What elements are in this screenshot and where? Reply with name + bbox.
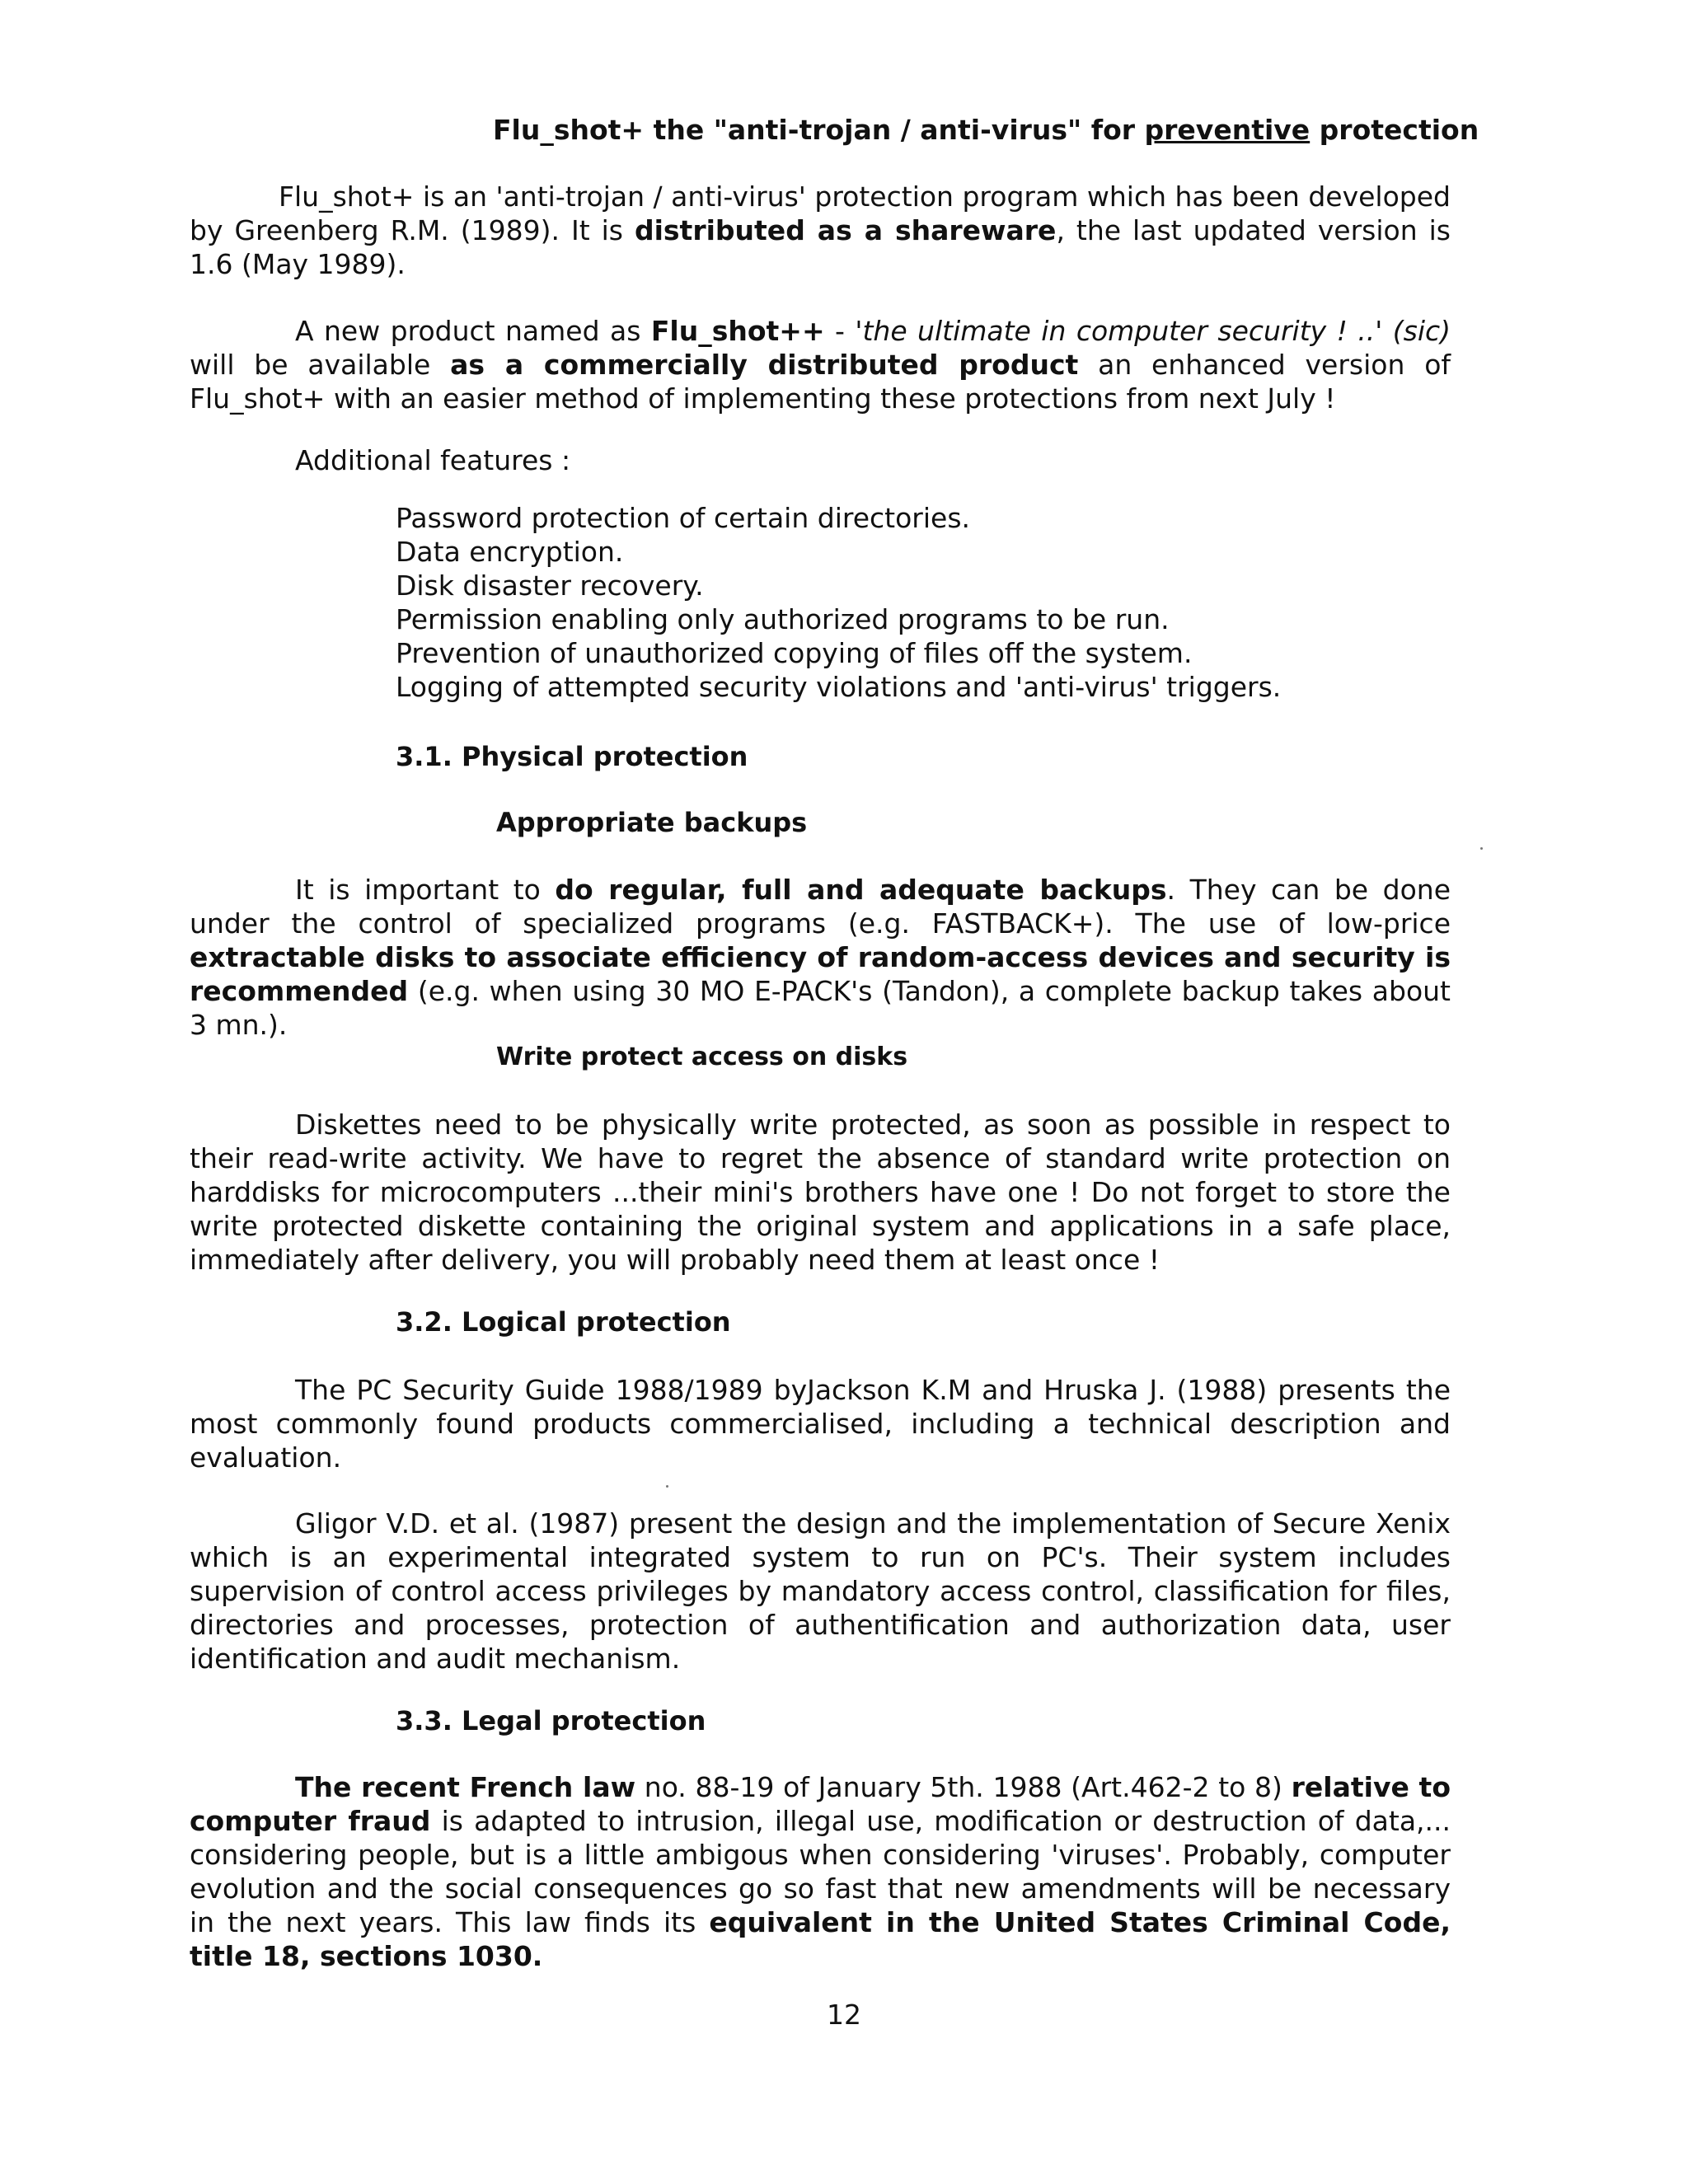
feature-item: Prevention of unauthorized copying of files off the system. (396, 637, 1193, 669)
write-protect-paragraph: Diskettes need to be physically write protected, as soon as possible in respect to their read-write activity. We have to regret the absence of standard write protection on harddisks for microcomputers ...their mini's brothers have one ! Do not forget to store the write protected diskette containing the original system and applications in a safe place, immediately after delivery, you will probably need them at least once ! (190, 1108, 1451, 1276)
feature-item: Permission enabling only authorized programs to be run. (396, 603, 1170, 635)
logical-paragraph-2: Gligor V.D. et al. (1987) present the design and the implementation of Secure Xenix which is an experimental integrated system to run on PC's. Their system includes supervision of control access privileges by mandatory access control, classification for files, directories and processes, protection of authentification and authorization data, user identification and audit mechanism. (190, 1507, 1451, 1675)
page-number: 12 (827, 1999, 861, 2031)
features-label: Additional features : (295, 444, 571, 476)
title-underlined-word: preventive (1144, 114, 1311, 146)
feature-item: Data encryption. (396, 536, 624, 568)
backups-heading: Appropriate backups (496, 807, 808, 838)
write-protect-heading: Write protect access on disks (496, 1043, 908, 1071)
feature-item: Logging of attempted security violations and 'anti-virus' triggers. (396, 671, 1282, 703)
title-text: Flu_shot+ the "anti-trojan / anti-virus" for (493, 114, 1145, 146)
title-text-end: protection (1310, 114, 1479, 146)
document-title (493, 114, 1479, 147)
feature-item: Password protection of certain directories. (396, 502, 970, 534)
backups-paragraph: It is important to do regular, full and adequate backups. They can be done under the control of specialized programs (e.g. FASTBACK+). The use of low-price extractable disks to associate efficiency of random-access devices and security is recommended (e.g. when using 30 MO E-PACK's (Tandon), a complete backup takes about 3 mn.). (190, 874, 1451, 1041)
intro-paragraph: Flu_shot+ is an 'anti-trojan / anti-virus' protection program which has been developed by Greenberg R.M. (1989). It is distributed as a shareware, the last updated version is 1.6 (May 1989). (190, 180, 1451, 280)
new-product-paragraph: A new product named as Flu_shot++ - 'the ultimate in computer security ! ..' (sic) will be available as a commercially distributed product an enhanced version of Flu_shot+ with an easier method of implementing these protections from next July ! (190, 315, 1451, 415)
section-3-3-heading: 3.3. Legal protection (396, 1705, 706, 1736)
section-3-1-heading: 3.1. Physical protection (396, 741, 748, 772)
legal-paragraph: The recent French law no. 88-19 of January 5th. 1988 (Art.462-2 to 8) relative to computer fraud is adapted to intrusion, illegal use, modification or destruction of data,... considering people, but is a little ambigous when considering 'viruses'. Probably, computer evolution and the social consequences go so fast that new amendments will be necessary in the next years. This law finds its equivalent in the United States Criminal Code, title 18, sections 1030. (190, 1771, 1451, 1972)
logical-paragraph-1: The PC Security Guide 1988/1989 byJackson K.M and Hruska J. (1988) presents the most commonly found products commercialised, including a technical description and evaluation. (190, 1374, 1451, 1474)
scan-speck (666, 1485, 668, 1488)
feature-item: Disk disaster recovery. (396, 569, 704, 602)
scan-speck (1480, 847, 1483, 850)
features-list (396, 501, 1281, 704)
section-3-2-heading: 3.2. Logical protection (396, 1306, 731, 1338)
